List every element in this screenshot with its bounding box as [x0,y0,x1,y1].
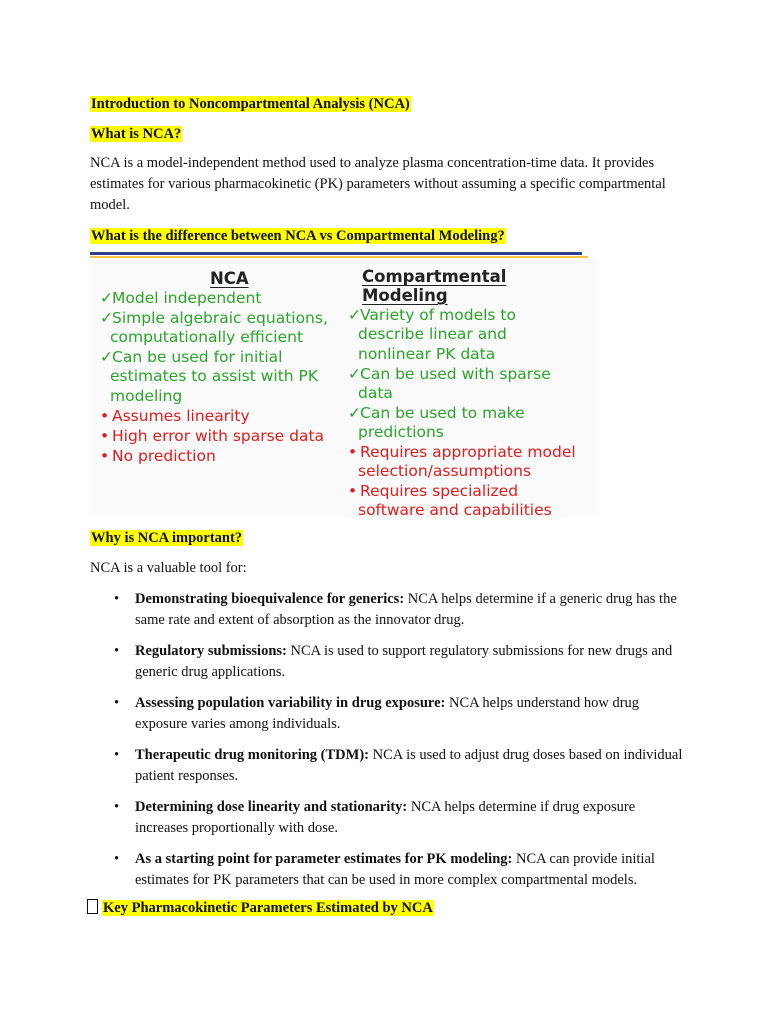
heading-why-important: Why is NCA important? [91,530,243,546]
heading-what-is-nca: What is NCA? [91,126,182,142]
list-item-text: NCA helps determine if a generic drug has the same rate and extent of absorption as the innovator drug. [135,591,677,628]
bullet-icon: • [114,799,120,815]
list-item [90,693,690,735]
bullet-icon: • [348,443,358,461]
compartmental-item-text: Can be used to make [360,404,525,422]
compartmental-item-text-continued: describe linear and [358,325,507,343]
bullet-icon: • [114,695,120,711]
nca-item-text: Assumes linearity [112,407,250,425]
compartmental-item-text: Can be used with sparse [360,365,551,383]
compartmental-item [348,482,596,517]
compartmental-item-text: Requires appropriate model [360,443,576,461]
nca-item [100,407,340,426]
nca-item [100,348,340,386]
nca-item [100,309,340,347]
compartmental-item-text: Variety of models to [360,306,516,324]
list-item [90,797,690,839]
list-item-label: Regulatory submissions: [135,643,287,659]
bullet-list [90,589,690,901]
compartmental-item-text: Requires specialized [360,482,519,500]
bullet-icon: • [114,643,120,659]
compartmental-item-text-continued: selection/assumptions [358,462,532,480]
nca-item-text: Can be used for initial [112,348,283,366]
compartmental-column [348,267,596,517]
missing-glyph-icon [87,899,98,914]
list-item [90,641,690,683]
nca-item-text: Simple algebraic equations, [112,309,328,327]
list-item-text: NCA can provide initial estimates for PK parameters that can be used in more complex compartmental models. [135,851,655,888]
nca-item [100,427,340,446]
nca-item [100,387,340,406]
checkmark-icon: ✓ [348,365,361,383]
list-item-text: NCA helps understand how drug exposure varies among individuals. [135,695,640,732]
list-item [90,589,690,631]
comparison-figure [90,259,598,517]
compartmental-item-text-continued: data [358,384,393,402]
checkmark-icon: ✓ [100,309,113,327]
bullet-icon: • [100,407,110,425]
heading-intro: Introduction to Noncompartmental Analysis (NCA) [91,96,410,112]
list-item-text: NCA is used to support regulatory submissions for new drugs and generic drug applications. [135,643,673,680]
compartmental-item-text-continued: predictions [358,423,444,441]
list-item-label: Therapeutic drug monitoring (TDM): [135,747,369,763]
list-item [90,849,690,891]
bullet-icon: • [100,427,110,445]
nca-column-title: NCA [210,269,249,288]
bullet-icon: • [114,591,120,607]
checkmark-icon: ✓ [348,306,361,324]
list-item-label: Demonstrating bioequivalence for generics: [135,591,405,607]
list-item-label: Assessing population variability in drug exposure: [135,695,446,711]
checkmark-icon: ✓ [100,289,113,307]
checkmark-icon: ✓ [100,348,113,366]
paragraph-why-intro: NCA is a valuable tool for: [90,560,247,576]
compartmental-item [348,443,596,481]
bullet-icon: • [348,482,358,500]
heading-difference: What is the difference between NCA vs Compartmental Modeling? [91,228,505,244]
list-item-text: NCA is used to adjust drug doses based on individual patient responses. [135,747,683,784]
nca-item-text: High error with sparse data [112,427,325,445]
checkmark-icon: ✓ [348,404,361,422]
compartmental-item [348,404,596,442]
compartmental-item-text-continued: nonlinear PK data [358,345,496,363]
compartmental-item-text-continued: software and capabilities [358,501,552,517]
divider-line-gold [90,256,588,258]
nca-items [100,289,340,466]
nca-column [100,269,340,466]
heading-key-parameters: Key Pharmacokinetic Parameters Estimated by NCA [87,898,434,919]
list-item [90,745,690,787]
compartmental-item [348,306,596,344]
nca-item [100,289,340,308]
nca-item-text-continued: computationally efficient [110,328,304,346]
compartmental-column-title: Compartmental Modeling [362,267,507,305]
compartmental-items [348,306,596,517]
list-item-label: Determining dose linearity and stationarity: [135,799,408,815]
divider-line-blue [90,252,582,255]
bullet-icon: • [114,747,120,763]
bullet-icon: • [114,851,120,867]
paragraph-what-is-nca: NCA is a model-independent method used to analyze plasma concentration-time data. It provides estimates for various pharmacokinetic (PK) parameters without assuming a specific compartmental model. [90,155,666,213]
nca-item [100,447,340,466]
bullet-icon: • [100,447,110,465]
nca-item-text: Model independent [112,289,262,307]
list-item-text: NCA helps determine if drug exposure increases proportionally with dose. [135,799,636,836]
nca-item-text-continued: estimates to assist with PK [110,367,319,385]
compartmental-item [348,345,596,364]
compartmental-item [348,365,596,403]
nca-item-text-continued: modeling [110,387,183,405]
nca-item-text: No prediction [112,447,216,465]
list-item-label: As a starting point for parameter estimates for PK modeling: [135,851,513,867]
